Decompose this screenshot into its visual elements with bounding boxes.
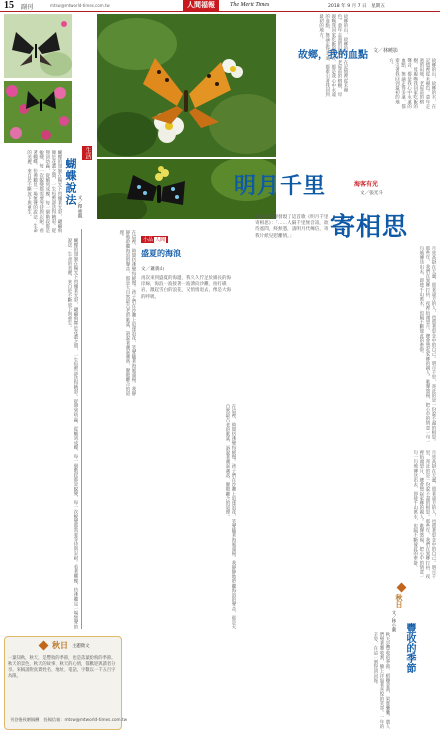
page-number: 15 (4, 0, 14, 11)
article-tag-xiaopin (141, 236, 168, 243)
body-moon: 月亮高掛在天邊，照著遠方的人，也照著思念中的自己。明月千里，寄託的是一份說不盡的相思。那些年，我們在異鄉打拚，夜裡抬頭望月，總會想起家鄉的親人。歌聲悠揚，把心中的情意一句一句地傳送出去，即使千山萬水，也隔不斷彼此的牽掛。 (418, 246, 436, 444)
autumn-box-text: 一葉知秋，秋天，是豐收的季節，也是落葉紛飛的季節。秋天的景色、秋天的故事、秋天的心情，都歡迎與讀者分享。來稿請附真實姓名、地址、電話，字數以一千五百字為限。 (8, 656, 116, 679)
column-label: 海客有光 (354, 181, 379, 188)
maple-leaf-icon-right (397, 583, 407, 593)
byline-moon: 文／張光斗 (360, 191, 383, 196)
body-season: 秋天是豐收的季節，稻穗金黃，果實纍纍。農人們彎著腰收割，臉上洋溢著喜悅的笑容。一年的辛勞，在這一刻得到回報。 (372, 632, 390, 729)
butterfly-photo-left (4, 14, 72, 78)
autumn-box-subtitle: 主題徵文 (72, 644, 90, 649)
masthead-english: The Merit Times (230, 2, 270, 8)
headline-moon[interactable]: 明月千里 (234, 173, 327, 198)
column-divider (81, 229, 82, 629)
masthead-logo: 人間福報 (183, 0, 219, 11)
headline-hometown[interactable]: 故鄉，我的血點 (298, 50, 368, 61)
headline-season[interactable]: 豐收的季節 (404, 623, 415, 673)
tag-right: 人間 (155, 237, 166, 243)
web-url[interactable]: mtsw@mtworld-times.com.tw (50, 3, 110, 8)
headline-waves[interactable]: 盛夏的海浪 (141, 249, 181, 258)
body-hometown-right: 故鄉的山，故鄉的水，在記憶裡從未褪色。童年走過的田埂，老屋前的榕樹，母親喚我回家吃飯的聲音，都是我心中永遠的血點，無論走得多遠，都牽引著我回到最初的地方。 (388, 58, 436, 109)
body-butterfly: 蝴蝶的翅膀在陽光下閃爍著光彩，翩翩飛舞於花叢之間，一生短暫卻活得精彩。從卵到幼蟲，從蛹到成蝶，每一個階段都是蛻變，每一次蛻變都需要等待與忍耐。看著蝴蝶，彷彿聽見一場無聲的說法：生命的美麗，來自於不斷放下與重生。 (66, 238, 78, 629)
byline-butterfly: 文／釋惠靚 (77, 195, 82, 218)
headline-moon-sub[interactable]: 寄相思 (330, 212, 409, 241)
autumn-box-footer[interactable]: 刊登後致贈稿酬 投稿信箱：mtsw@mtworld-times.com.tw (10, 717, 128, 722)
body-waves-left: 在這裡，時間彷彿變得緩慢。孩子們在沙灘上追逐浪花，笑聲隨著海風遠揚。我靜靜地聆聽海浪的聲音，那是大自然最古老的歌謠，訴說著潮起潮落、聚散離合的道理。 (118, 230, 136, 396)
butterfly-photo-main (97, 14, 276, 157)
body-waves: 在這裡，時間彷彿變得緩慢。孩子們在沙灘上追逐浪花，笑聲隨著海風遠揚。我靜靜地聆聽海浪的聲音，那是大自然最古老的歌謠，訴說著潮起潮落、聚散離合的道理。 (224, 404, 236, 630)
season-label: 秋日 (395, 594, 403, 608)
section-label: 副刊 (21, 4, 34, 11)
byline-season: 文／林小蘭 (391, 610, 396, 632)
tag-left: 小品 (143, 237, 154, 243)
autumn-box-title: 秋日 (52, 641, 68, 650)
body-hometown-left: 故鄉的山，故鄉的水，在記憶裡從未褪色。童年走過的田埂，老屋前的榕樹，母親喚我回家吃飯的聲音，都是我心中永遠的血點，無論走得多遠，都牽引著我回到最初的地方。 (318, 14, 348, 97)
body-moon-cont: 月亮高掛在天邊，照著遠方的人，也照著思念中的自己。明月千里，寄託的是一份說不盡的相思。那些年，我們在異鄉打拚，夜裡抬頭望月，總會想起家鄉的親人。歌聲悠揚，把心中的情意一句一句地傳送出去，即使千山萬水，也隔不斷彼此的牽掛。 (412, 450, 436, 579)
body-butterfly-top: 蝴蝶的翅膀在陽光下閃爍著光彩，翩翩飛舞於花叢之間，一生短暫卻活得精彩。從卵到幼蟲，從蛹到成蝶，每一個階段都是蛻變，每一次蛻變都需要等待與忍耐。看著蝴蝶，彷彿聽見一場無聲的說法：生命的美麗，來自於不斷放下與重生。 (26, 150, 62, 233)
issue-date: 2018 年 9 月 7 日 星期五 (328, 4, 385, 9)
intro-moon: 我在歌單裡發現了這首歌《明月千里寄相思》：「……人隔千里無音訊，欲待遙問，終無憑，請明月代傳信，寄我片紙兒慰離情。」 (255, 215, 329, 239)
article-tag-life: 生活 (84, 147, 91, 159)
headline-butterfly[interactable]: 蝴蝶說法 (64, 158, 76, 206)
byline-waves: 文／蕭義山 (141, 267, 164, 272)
intro-waves: 再次來到盛夏的海邊，我久久佇足於綿長的海岸線，海浪一波接著一波湧向沙灘，拍打礁岩，激起雪白的浪花，又悄悄退去，像是大海的呼吸。 (141, 276, 231, 300)
flower-photo-left (4, 81, 72, 143)
byline-hometown: 文／林曉影 (373, 48, 399, 54)
